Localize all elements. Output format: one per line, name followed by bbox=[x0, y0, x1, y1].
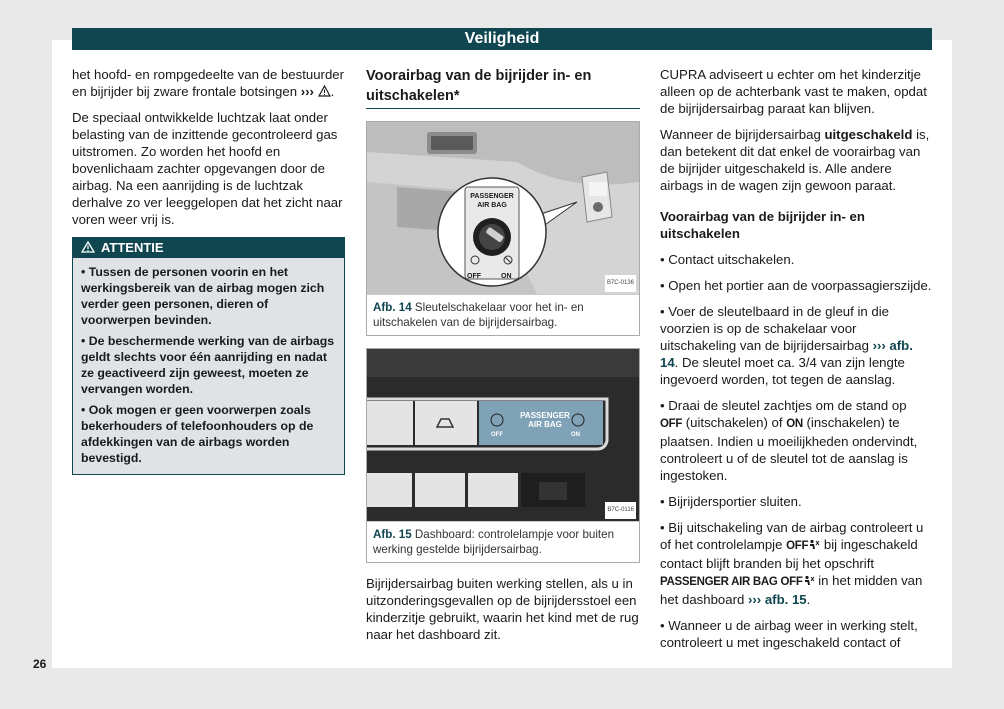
bullet-item: • Open het portier aan de voorpassagierszijde. bbox=[660, 278, 932, 293]
figure-code: B7C-0136 bbox=[605, 275, 636, 292]
bullet-item: • Draai de sleutel zachtjes om de stand op OFF (uitschakelen) of ON (inschakelen) te plaatsen. Indien u moeilijkheden ondervindt, controleert u of de sleutel tot de aanslag is ingestoken. bbox=[660, 398, 918, 483]
warning-item: • Ook mogen er geen voorwerpen zoals bekerhouders of telefoonhouders op de afdekkingen van de airbags worden bevestigd. bbox=[81, 403, 314, 465]
figure-14-image bbox=[367, 122, 639, 294]
figure-link[interactable]: ››› afb. 15 bbox=[748, 592, 807, 607]
warning-body bbox=[73, 258, 344, 474]
bullet-item: • Contact uitschakelen. bbox=[660, 252, 795, 267]
warning-triangle-icon bbox=[81, 241, 95, 253]
bullet-item: • Voer de sleutelbaard in de gleuf in die voorzien is op de schakelaar voor uitschakeling van de bijrijdersairbag ››› afb. 14. De sleutel moet ca. 3/4 van zijn lengte ingevoerd worden, tot tegen de aanslag. bbox=[660, 304, 913, 387]
figure-caption: Afb. 14 Sleutelschakelaar voor het in- en uitschakelen van de bijrijdersairbag. bbox=[367, 294, 639, 335]
section-heading: Voorairbag van de bijrijder in- en uitschakelen* bbox=[366, 66, 640, 109]
warning-item: • Tussen de personen voorin en het werkingsbereik van de airbag mogen zich verder geen personen, dieren of voorwerpen bevinden. bbox=[81, 265, 325, 327]
airbag-off-icon bbox=[803, 575, 815, 586]
column-2 bbox=[366, 66, 640, 652]
on-label: ON bbox=[501, 273, 512, 280]
center-console-illustration bbox=[367, 349, 639, 521]
figure-code: B7C-0116 bbox=[605, 502, 636, 519]
warning-triangle-icon bbox=[318, 85, 331, 97]
column-1 bbox=[72, 66, 345, 475]
on-label: ON bbox=[571, 432, 580, 438]
subheading: Voorairbag van de bijrijder in- en uitschakelen bbox=[660, 209, 865, 241]
bullet-item: • Bij uitschakeling van de airbag controleert u of het controlelampje OFF bij ingeschakeld contact blijft branden bij het opschrift PASSENGER AIR BAG OFF in het midden van het dashboard ››› afb. 15. bbox=[660, 520, 924, 607]
figure-15 bbox=[366, 348, 640, 563]
switch-label: PASSENGER AIR BAG bbox=[470, 193, 514, 209]
bullet-item: • Wanneer u de airbag weer in werking stelt, controleert u met ingeschakeld contact of bbox=[660, 618, 918, 650]
passenger-airbag-panel-label: PASSENGER AIR BAG bbox=[520, 411, 570, 429]
warning-header: ATTENTIE bbox=[73, 238, 344, 258]
figure-caption: Afb. 15 Dashboard: controlelampje voor buiten werking gestelde bijrijdersairbag. bbox=[367, 521, 639, 562]
off-label: OFF bbox=[491, 432, 503, 438]
bullet-item: • Bijrijdersportier sluiten. bbox=[660, 494, 802, 509]
paragraph: De speciaal ontwikkelde luchtzak laat onder belasting van de inzittende gecontroleerd gas uitstromen. Zo worden het hoofd en bovenlichaam zachter opgevangen door de airbag. Na een aanrijding is de luchtzak derhalve zo ver leeggelopen dat het zicht naar voren weer vrij is. bbox=[72, 110, 343, 227]
section-header: Veiligheid bbox=[72, 28, 932, 50]
figure-link[interactable]: ››› afb. 14 bbox=[660, 338, 913, 370]
airbag-off-icon bbox=[808, 539, 820, 550]
off-label: OFF bbox=[467, 273, 481, 280]
paragraph: CUPRA adviseert u echter om het kinderzitje alleen op de achterbank vast te maken, opdat de bijrijdersairbag paraat kan blijven. bbox=[660, 67, 927, 116]
figure-14 bbox=[366, 121, 640, 336]
warning-item: • De beschermende werking van de airbags geldt slechts voor één aanrijding en nadat ze geactiveerd zijn geweest, moeten ze vervangen worden. bbox=[81, 334, 335, 396]
column-3 bbox=[660, 66, 932, 660]
paragraph: het hoofd- en rompgedeelte van de bestuurder en bijrijder bij zware frontale botsingen ››› . bbox=[72, 67, 344, 99]
paragraph: Bijrijdersairbag buiten werking stellen, als u in uitzonderingsgevallen op de bijrijdersstoel een kinderzitje gebruikt, waarin het kind met de rug naar het dashboard zit. bbox=[366, 576, 639, 642]
warning-box bbox=[72, 237, 345, 475]
paragraph: Wanneer de bijrijdersairbag uitgeschakeld is, dan betekent dit dat enkel de voorairbag van de bijrijder uitgeschakeld is. Alle andere airbags in de wagen zijn gewoon paraat. bbox=[660, 127, 930, 193]
figure-15-image bbox=[367, 349, 639, 521]
page-number: 26 bbox=[33, 657, 47, 671]
cross-reference[interactable]: ››› bbox=[300, 84, 314, 99]
